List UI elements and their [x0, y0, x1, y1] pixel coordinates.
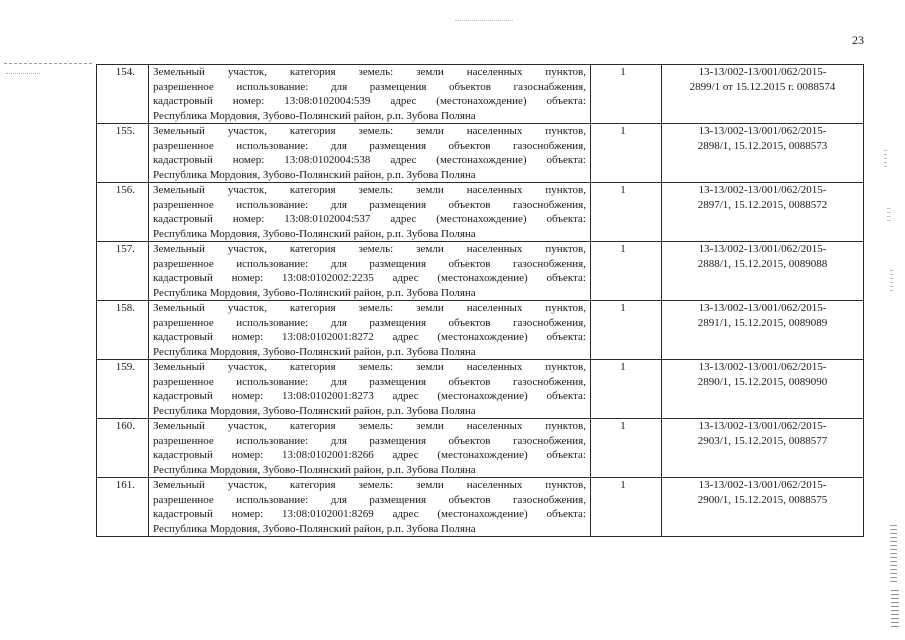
registration-line: 2903/1, 15.12.2015, 0088577	[697, 434, 828, 447]
plot-description-cell	[149, 65, 591, 124]
registration-record-cell	[662, 478, 864, 537]
quantity-cell: 1	[591, 242, 662, 301]
description-line: Республика Мордовия, Зубово-Полянский район, р.п. Зубова Поляна	[153, 404, 476, 417]
description-line: кадастровый номер: 13:08:0102004:538 адрес (местонахождение) объекта:	[153, 154, 586, 166]
registration-record-cell	[662, 65, 864, 124]
registration-line: 2897/1, 15.12.2015, 0088572	[697, 198, 828, 211]
table-row	[97, 360, 864, 419]
row-number-cell: 155.	[97, 124, 149, 183]
quantity-cell: 1	[591, 478, 662, 537]
description-line: Земельный участок, категория земель: земли населенных пунктов,	[153, 243, 586, 255]
row-number-cell: 160.	[97, 419, 149, 478]
table-row	[97, 478, 864, 537]
description-line: Республика Мордовия, Зубово-Полянский район, р.п. Зубова Поляна	[153, 227, 476, 240]
description-line: Республика Мордовия, Зубово-Полянский район, р.п. Зубова Поляна	[153, 463, 476, 476]
description-line: кадастровый номер: 13:08:0102001:8273 адрес (местонахождение) объекта:	[153, 390, 586, 402]
registration-line: 2899/1 от 15.12.2015 г. 0088574	[689, 80, 836, 93]
table-row	[97, 65, 864, 124]
registration-line: 13-13/002-13/001/062/2015-	[698, 66, 827, 78]
description-line: кадастровый номер: 13:08:0102004:539 адрес (местонахождение) объекта:	[153, 95, 586, 107]
scan-edge-speckle	[884, 150, 887, 170]
table-row	[97, 242, 864, 301]
description-line: разрешенное использование: для размещения объектов газоснабжения,	[153, 80, 586, 93]
row-number-cell: 154.	[97, 65, 149, 124]
description-line: Земельный участок, категория земель: земли населенных пунктов,	[153, 66, 586, 78]
description-line: Земельный участок, категория земель: земли населенных пунктов,	[153, 184, 586, 196]
row-number-cell: 156.	[97, 183, 149, 242]
land-plot-registry-table	[96, 64, 864, 537]
registration-record-cell	[662, 419, 864, 478]
registration-record-cell	[662, 360, 864, 419]
plot-description-cell	[149, 124, 591, 183]
description-line: разрешенное использование: для размещения объектов газоснобжения,	[153, 434, 586, 447]
description-line: Республика Мордовия, Зубово-Полянский район, р.п. Зубова Поляна	[153, 286, 476, 299]
registration-line: 2888/1, 15.12.2015, 0089088	[697, 257, 828, 270]
row-number-cell: 158.	[97, 301, 149, 360]
registration-record-cell	[662, 242, 864, 301]
description-line: кадастровый номер: 13:08:0102004:537 адрес (местонахождение) объекта:	[153, 213, 586, 225]
registration-line: 2891/1, 15.12.2015, 0089089	[697, 316, 828, 329]
plot-description-cell	[149, 419, 591, 478]
scan-artifact-line	[6, 73, 40, 74]
registration-line: 13-13/002-13/001/062/2015-	[698, 302, 827, 314]
description-line: кадастровый номер: 13:08:0102001:8266 адрес (местонахождение) объекта:	[153, 449, 586, 461]
description-line: Республика Мордовия, Зубово-Полянский район, р.п. Зубова Поляна	[153, 109, 476, 122]
scan-edge-speckle	[891, 590, 899, 630]
description-line: Республика Мордовия, Зубово-Полянский район, р.п. Зубова Поляна	[153, 168, 476, 181]
registration-line: 13-13/002-13/001/062/2015-	[698, 479, 827, 491]
table-row	[97, 183, 864, 242]
registration-line: 13-13/002-13/001/062/2015-	[698, 361, 827, 373]
description-line: Земельный участок, категория земель: земли населенных пунктов,	[153, 125, 586, 137]
table-row	[97, 301, 864, 360]
description-line: разрешенное использование: для размещения объектов газоснобжения,	[153, 375, 586, 388]
quantity-cell: 1	[591, 419, 662, 478]
description-line: Земельный участок, категория земель: земли населенных пунктов,	[153, 302, 586, 314]
description-line: разрешенное использование: для размещения объектов газоснобжения,	[153, 139, 586, 152]
description-line: Земельный участок, категория земель: земли населенных пунктов,	[153, 479, 586, 491]
registration-line: 2890/1, 15.12.2015, 0089090	[697, 375, 828, 388]
registration-record-cell	[662, 301, 864, 360]
scan-artifact-line	[455, 20, 513, 21]
quantity-cell: 1	[591, 124, 662, 183]
registration-line: 13-13/002-13/001/062/2015-	[698, 125, 827, 137]
plot-description-cell	[149, 478, 591, 537]
row-number-cell: 157.	[97, 242, 149, 301]
description-line: Земельный участок, категория земель: земли населенных пунктов,	[153, 361, 586, 373]
registration-line: 2900/1, 15.12.2015, 0088575	[697, 493, 828, 506]
description-line: кадастровый номер: 13:08:0102001:8269 адрес (местонахождение) объекта:	[153, 508, 586, 520]
quantity-cell: 1	[591, 301, 662, 360]
registration-record-cell	[662, 124, 864, 183]
description-line: разрешенное использование: для размещения объектов газоснобжения,	[153, 493, 586, 506]
description-line: Республика Мордовия, Зубово-Полянский район, р.п. Зубова Поляна	[153, 345, 476, 358]
description-line: разрешенное использование: для размещения объектов газоснобжения,	[153, 316, 586, 329]
table-row	[97, 419, 864, 478]
scan-edge-speckle	[890, 525, 897, 585]
description-line: Республика Мордовия, Зубово-Полянский район, р.п. Зубова Поляна	[153, 522, 476, 535]
quantity-cell: 1	[591, 183, 662, 242]
description-line: Земельный участок, категория земель: земли населенных пунктов,	[153, 420, 586, 432]
registration-line: 2898/1, 15.12.2015, 0088573	[697, 139, 828, 152]
description-line: кадастровый номер: 13:08:0102002:2235 адрес (местонахождение) объекта:	[153, 272, 586, 284]
registry-table-body	[97, 65, 864, 537]
registration-record-cell	[662, 183, 864, 242]
row-number-cell: 161.	[97, 478, 149, 537]
quantity-cell: 1	[591, 360, 662, 419]
plot-description-cell	[149, 183, 591, 242]
scan-edge-speckle	[890, 270, 893, 294]
scan-artifact-line	[4, 63, 92, 64]
scan-edge-speckle	[887, 208, 891, 224]
description-line: разрешенное использование: для размещения объектов газоснобжения,	[153, 198, 586, 211]
registration-line: 13-13/002-13/001/062/2015-	[698, 420, 827, 432]
description-line: разрешенное использование: для размещения объектов газоснобжения,	[153, 257, 586, 270]
registration-line: 13-13/002-13/001/062/2015-	[698, 184, 827, 196]
page-number: 23	[852, 33, 864, 47]
quantity-cell: 1	[591, 65, 662, 124]
plot-description-cell	[149, 301, 591, 360]
plot-description-cell	[149, 360, 591, 419]
plot-description-cell	[149, 242, 591, 301]
table-row	[97, 124, 864, 183]
registration-line: 13-13/002-13/001/062/2015-	[698, 243, 827, 255]
row-number-cell: 159.	[97, 360, 149, 419]
description-line: кадастровый номер: 13:08:0102001:8272 адрес (местонахождение) объекта:	[153, 331, 586, 343]
